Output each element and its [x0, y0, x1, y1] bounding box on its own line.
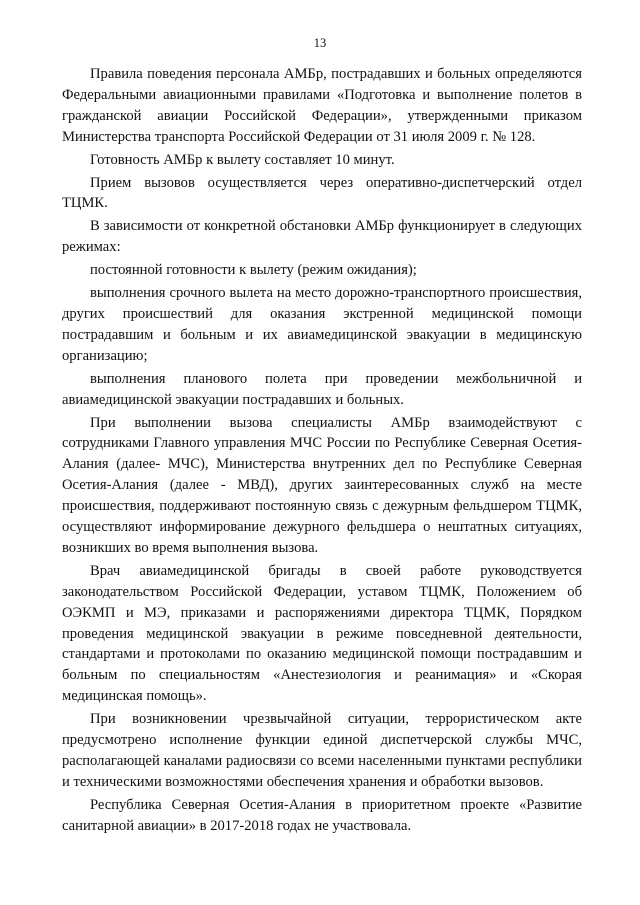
paragraph-call-intake: Прием вызовов осуществляется через оперативно-диспетчерский отдел ТЦМК. [62, 174, 582, 212]
paragraph-readiness: Готовность АМБр к вылету составляет 10 минут. [90, 151, 395, 168]
paragraph-mode-standby: постоянной готовности к вылету (режим ожидания); [90, 262, 417, 279]
paragraph-rules: Правила поведения персонала АМБр, пострадавших и больных определяются Федеральными авиационными правилами «Подготовка и выполнение полетов в гражданской авиации Российской Федерации», утвержденными приказом Министерства транспорта Российской Федерации от 31 июля 2009 г. № 128. [62, 66, 582, 145]
paragraph-emergency-dispatch: При возникновении чрезвычайной ситуации, террористическом акте предусмотрено исполнение функции единой диспетчерской службы МЧС, располагающей каналами радиосвязи со всеми населенными пунктами республики и техническими возможностями обеспечения хранения и обработки вызовов. [62, 711, 582, 790]
paragraph-physician-guidance: Врач авиамедицинской бригады в своей работе руководствуется законодательством Российской Федерации, уставом ТЦМК, Положением об ОЭКМП и МЭ, приказами и распоряжениями директора ТЦМК, Порядком проведения медицинской эвакуации в режиме повседневной деятельности, стандартами и протоколами по оказанию медицинской помощи пострадавшим и больным по специальностям «Анестезиология и реанимация» и «Скорая медицинская помощь». [62, 562, 582, 705]
paragraph-modes-intro: В зависимости от конкретной обстановки АМБр функционирует в следующих режимах: [62, 218, 582, 256]
paragraph-mode-urgent: выполнения срочного вылета на место дорожно-транспортного происшествия, других происшествий для оказания экстренной медицинской помощи пострадавшим и больным и их авиамедицинской эвакуации в медицинскую организацию; [62, 285, 582, 364]
paragraph-project-participation: Республика Северная Осетия-Алания в приоритетном проекте «Развитие санитарной авиации» в 2017-2018 годах не участвовала. [62, 796, 582, 834]
document-body [62, 64, 582, 837]
paragraph-interaction: При выполнении вызова специалисты АМБр взаимодействуют с сотрудниками Главного управления МЧС России по Республике Северная Осетия-Алания (далее- МЧС), Министерства внутренних дел по Республике Северная Осетия-Алания (далее - МВД), других заинтересованных служб на месте происшествия, поддерживают постоянную связь с дежурным фельдшером ТЦМК, осуществляют информирование дежурного фельдшера о нештатных ситуациях, возникших во время выполнения вызова. [62, 414, 582, 556]
paragraph-mode-planned: выполнения планового полета при проведении межбольничной и авиамедицинской эвакуации пострадавших и больных. [62, 370, 582, 408]
page-number: 13 [313, 36, 327, 50]
